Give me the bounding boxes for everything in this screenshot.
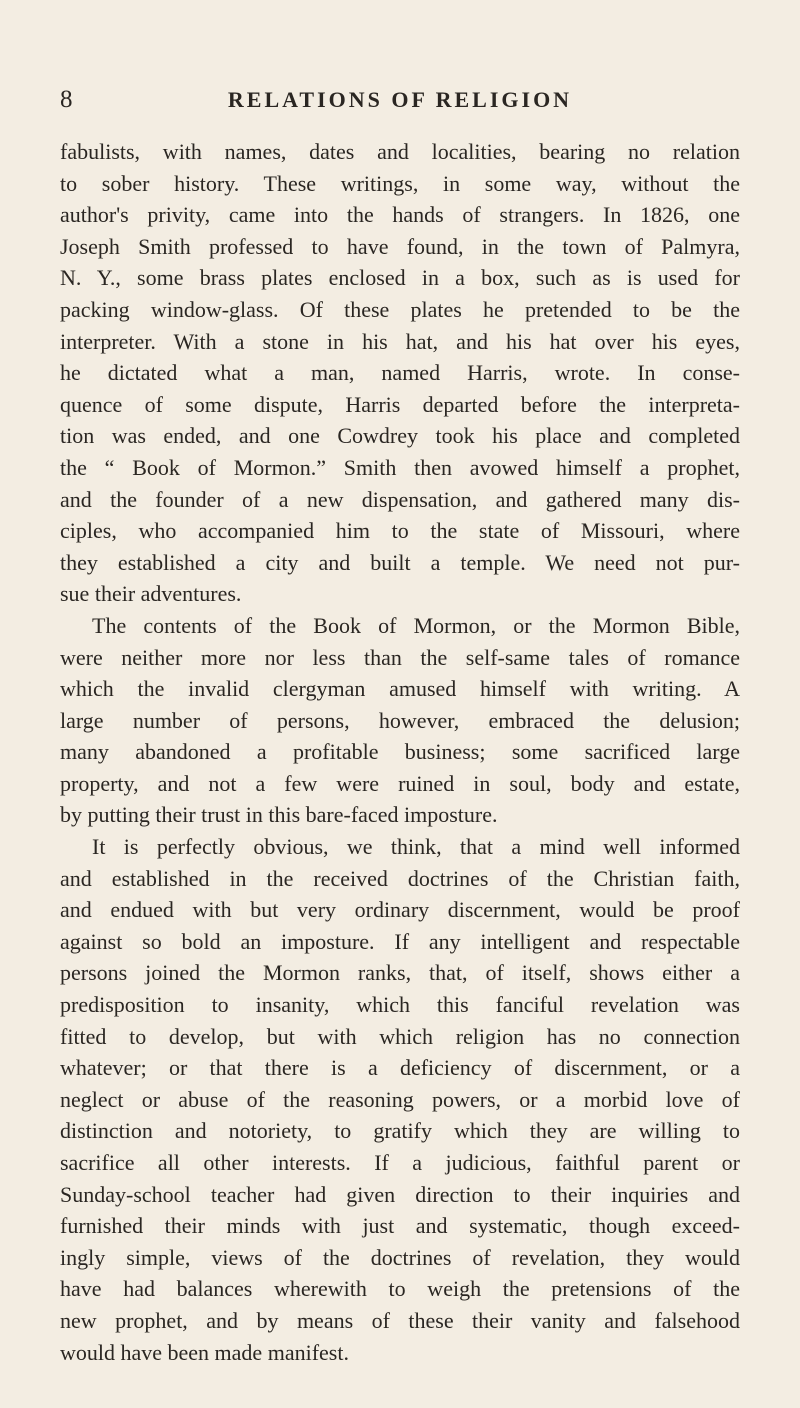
- text-line: large number of persons, however, embraced the delusion;: [60, 707, 740, 733]
- text-line: tion was ended, and one Cowdrey took his place and completed: [60, 423, 740, 449]
- running-title: RELATIONS OF RELIGION: [227, 87, 573, 112]
- text-line: predisposition to insanity, which this fanciful revelation was: [60, 992, 740, 1018]
- text-line: N. Y., some brass plates enclosed in a box, such as is used for: [60, 265, 740, 291]
- text-line: by putting their trust in this bare-faced imposture.: [60, 802, 498, 828]
- text-line: would have been made manifest.: [60, 1339, 349, 1365]
- text-line: ingly simple, views of the doctrines of revelation, they would: [60, 1244, 740, 1270]
- paragraph: [60, 136, 740, 610]
- text-line: interpreter. With a stone in his hat, and his hat over his eyes,: [60, 328, 740, 354]
- page-number: 8: [60, 86, 73, 113]
- text-line: many abandoned a profitable business; some sacrificed large: [60, 739, 740, 765]
- paragraph: [60, 610, 740, 831]
- text-line: have had balances wherewith to weigh the pretensions of the: [60, 1276, 740, 1302]
- body-text: [60, 136, 740, 1368]
- text-line: whatever; or that there is a deficiency of discernment, or a: [60, 1055, 740, 1081]
- text-line: Joseph Smith professed to have found, in the town of Palmyra,: [60, 233, 740, 259]
- text-line: persons joined the Mormon ranks, that, of itself, shows either a: [60, 960, 740, 986]
- text-line: quence of some dispute, Harris departed before the interpreta-: [60, 391, 740, 417]
- text-line: fitted to develop, but with which religion has no connection: [60, 1023, 740, 1049]
- text-line: property, and not a few were ruined in soul, body and estate,: [60, 770, 740, 796]
- text-line: ciples, who accompanied him to the state of Missouri, where: [60, 518, 740, 544]
- running-head: [60, 84, 740, 116]
- text-line: author's privity, came into the hands of strangers. In 1826, one: [60, 202, 740, 228]
- text-line: the “ Book of Mormon.” Smith then avowed himself a prophet,: [60, 454, 740, 480]
- text-line: packing window-glass. Of these plates he pretended to be the: [60, 296, 740, 322]
- text-line: The contents of the Book of Mormon, or the Mormon Bible,: [92, 612, 740, 638]
- paragraph: [60, 831, 740, 1368]
- text-line: and endued with but very ordinary discernment, would be proof: [60, 897, 740, 923]
- text-line: and the founder of a new dispensation, and gathered many dis-: [60, 486, 740, 512]
- text-line: neglect or abuse of the reasoning powers, or a morbid love of: [60, 1086, 740, 1112]
- text-line: he dictated what a man, named Harris, wrote. In conse-: [60, 360, 740, 386]
- text-line: Sunday-school teacher had given direction to their inquiries and: [60, 1181, 740, 1207]
- text-line: sacrifice all other interests. If a judicious, faithful parent or: [60, 1150, 740, 1175]
- text-line: to sober history. These writings, in some way, without the: [60, 170, 740, 196]
- text-line: new prophet, and by means of these their vanity and falsehood: [60, 1307, 740, 1333]
- text-line: were neither more nor less than the self-same tales of romance: [60, 644, 740, 670]
- text-line: It is perfectly obvious, we think, that a mind well informed: [92, 834, 740, 860]
- text-line: which the invalid clergyman amused himself with writing. A: [60, 676, 740, 702]
- text-line: distinction and notoriety, to gratify which they are willing to: [60, 1118, 740, 1144]
- text-line: and established in the received doctrines of the Christian faith,: [60, 865, 740, 891]
- text-line: against so bold an imposture. If any intelligent and respectable: [60, 928, 740, 954]
- text-line: furnished their minds with just and systematic, though exceed-: [60, 1213, 740, 1239]
- text-line: they established a city and built a temple. We need not pur-: [60, 549, 740, 575]
- text-line: sue their adventures.: [60, 581, 242, 607]
- text-line: fabulists, with names, dates and localities, bearing no relation: [60, 139, 740, 164]
